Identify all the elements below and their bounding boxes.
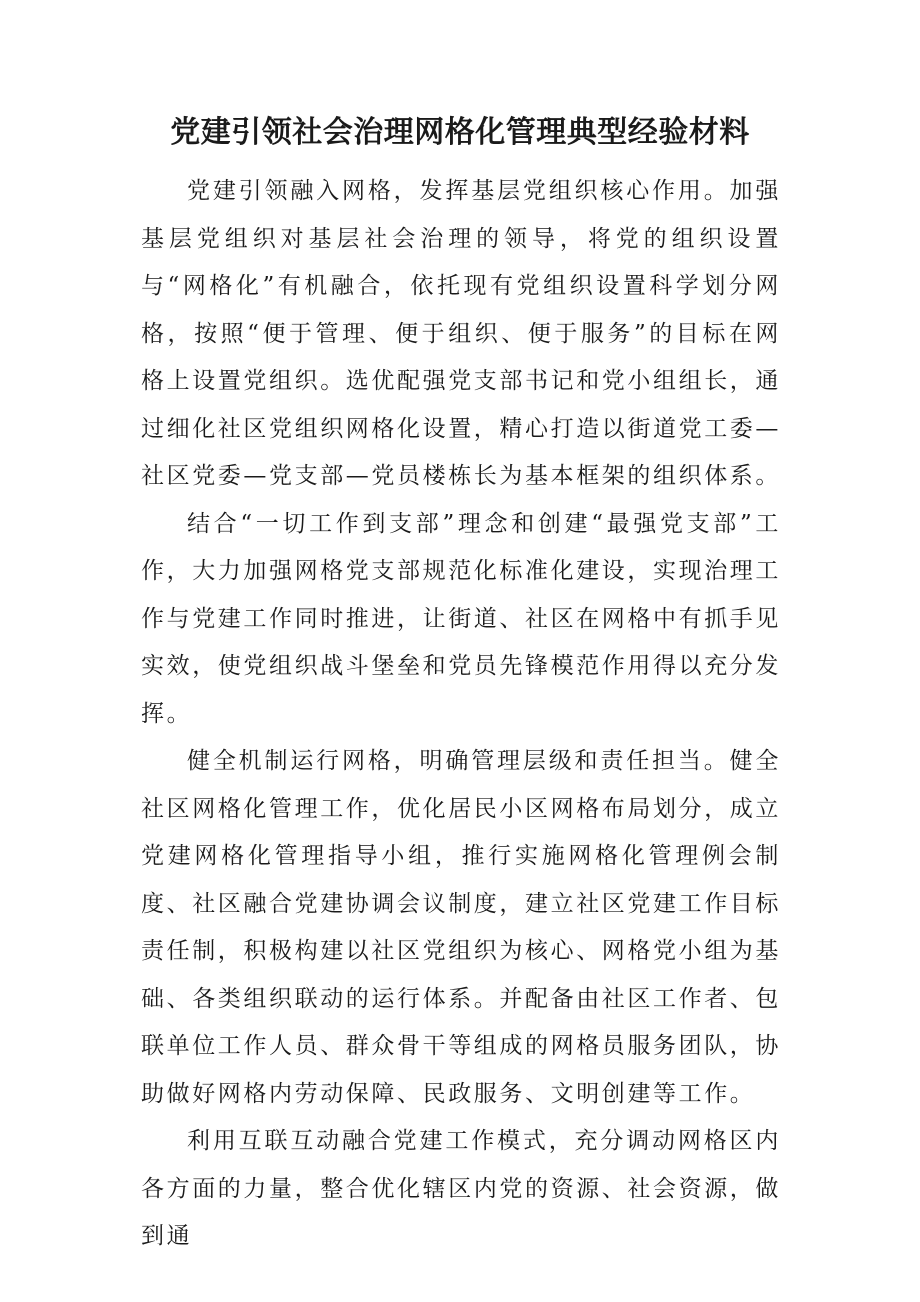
paragraph: 健全机制运行网格，明确管理层级和责任担当。健全社区网格化管理工作，优化居民小区网格布局划分，成立党建网格化管理指导小组，推行实施网格化管理例会制度、社区融合党建协调会议制度，建立社区党建工作目标责任制，积极构建以社区党组织为核心、网格党小组为基础、各类组织联动的运行体系。并配备由社区工作者、包联单位工作人员、群众骨干等组成的网格员服务团队，协助做好网格内劳动保障、民政服务、文明创建等工作。 <box>141 748 781 1107</box>
paragraph: 利用互联互动融合党建工作模式，充分调动网格区内各方面的力量，整合优化辖区内党的资源、社会资源，做到通 <box>141 1128 781 1249</box>
document-title: 党建引领社会治理网格化管理典型经验材料 <box>170 115 750 150</box>
document-body <box>141 168 781 1261</box>
paragraph: 结合“一切工作到支部”理念和创建“最强党支部”工作，大力加强网格党支部规范化标准化建设，实现治理工作与党建工作同时推进，让街道、社区在网格中有抓手见实效，使党组织战斗堡垒和党员先锋模范作用得以充分发挥。 <box>141 510 781 727</box>
paragraph: 党建引领融入网格，发挥基层党组织核心作用。加强基层党组织对基层社会治理的领导，将党的组织设置与“网格化”有机融合，依托现有党组织设置科学划分网格，按照“便于管理、便于组织、便于服务”的目标在网格上设置党组织。选优配强党支部书记和党小组组长，通过细化社区党组织网格化设置，精心打造以街道党工委—社区党委—党支部—党员楼栋长为基本框架的组织体系。 <box>141 178 781 489</box>
